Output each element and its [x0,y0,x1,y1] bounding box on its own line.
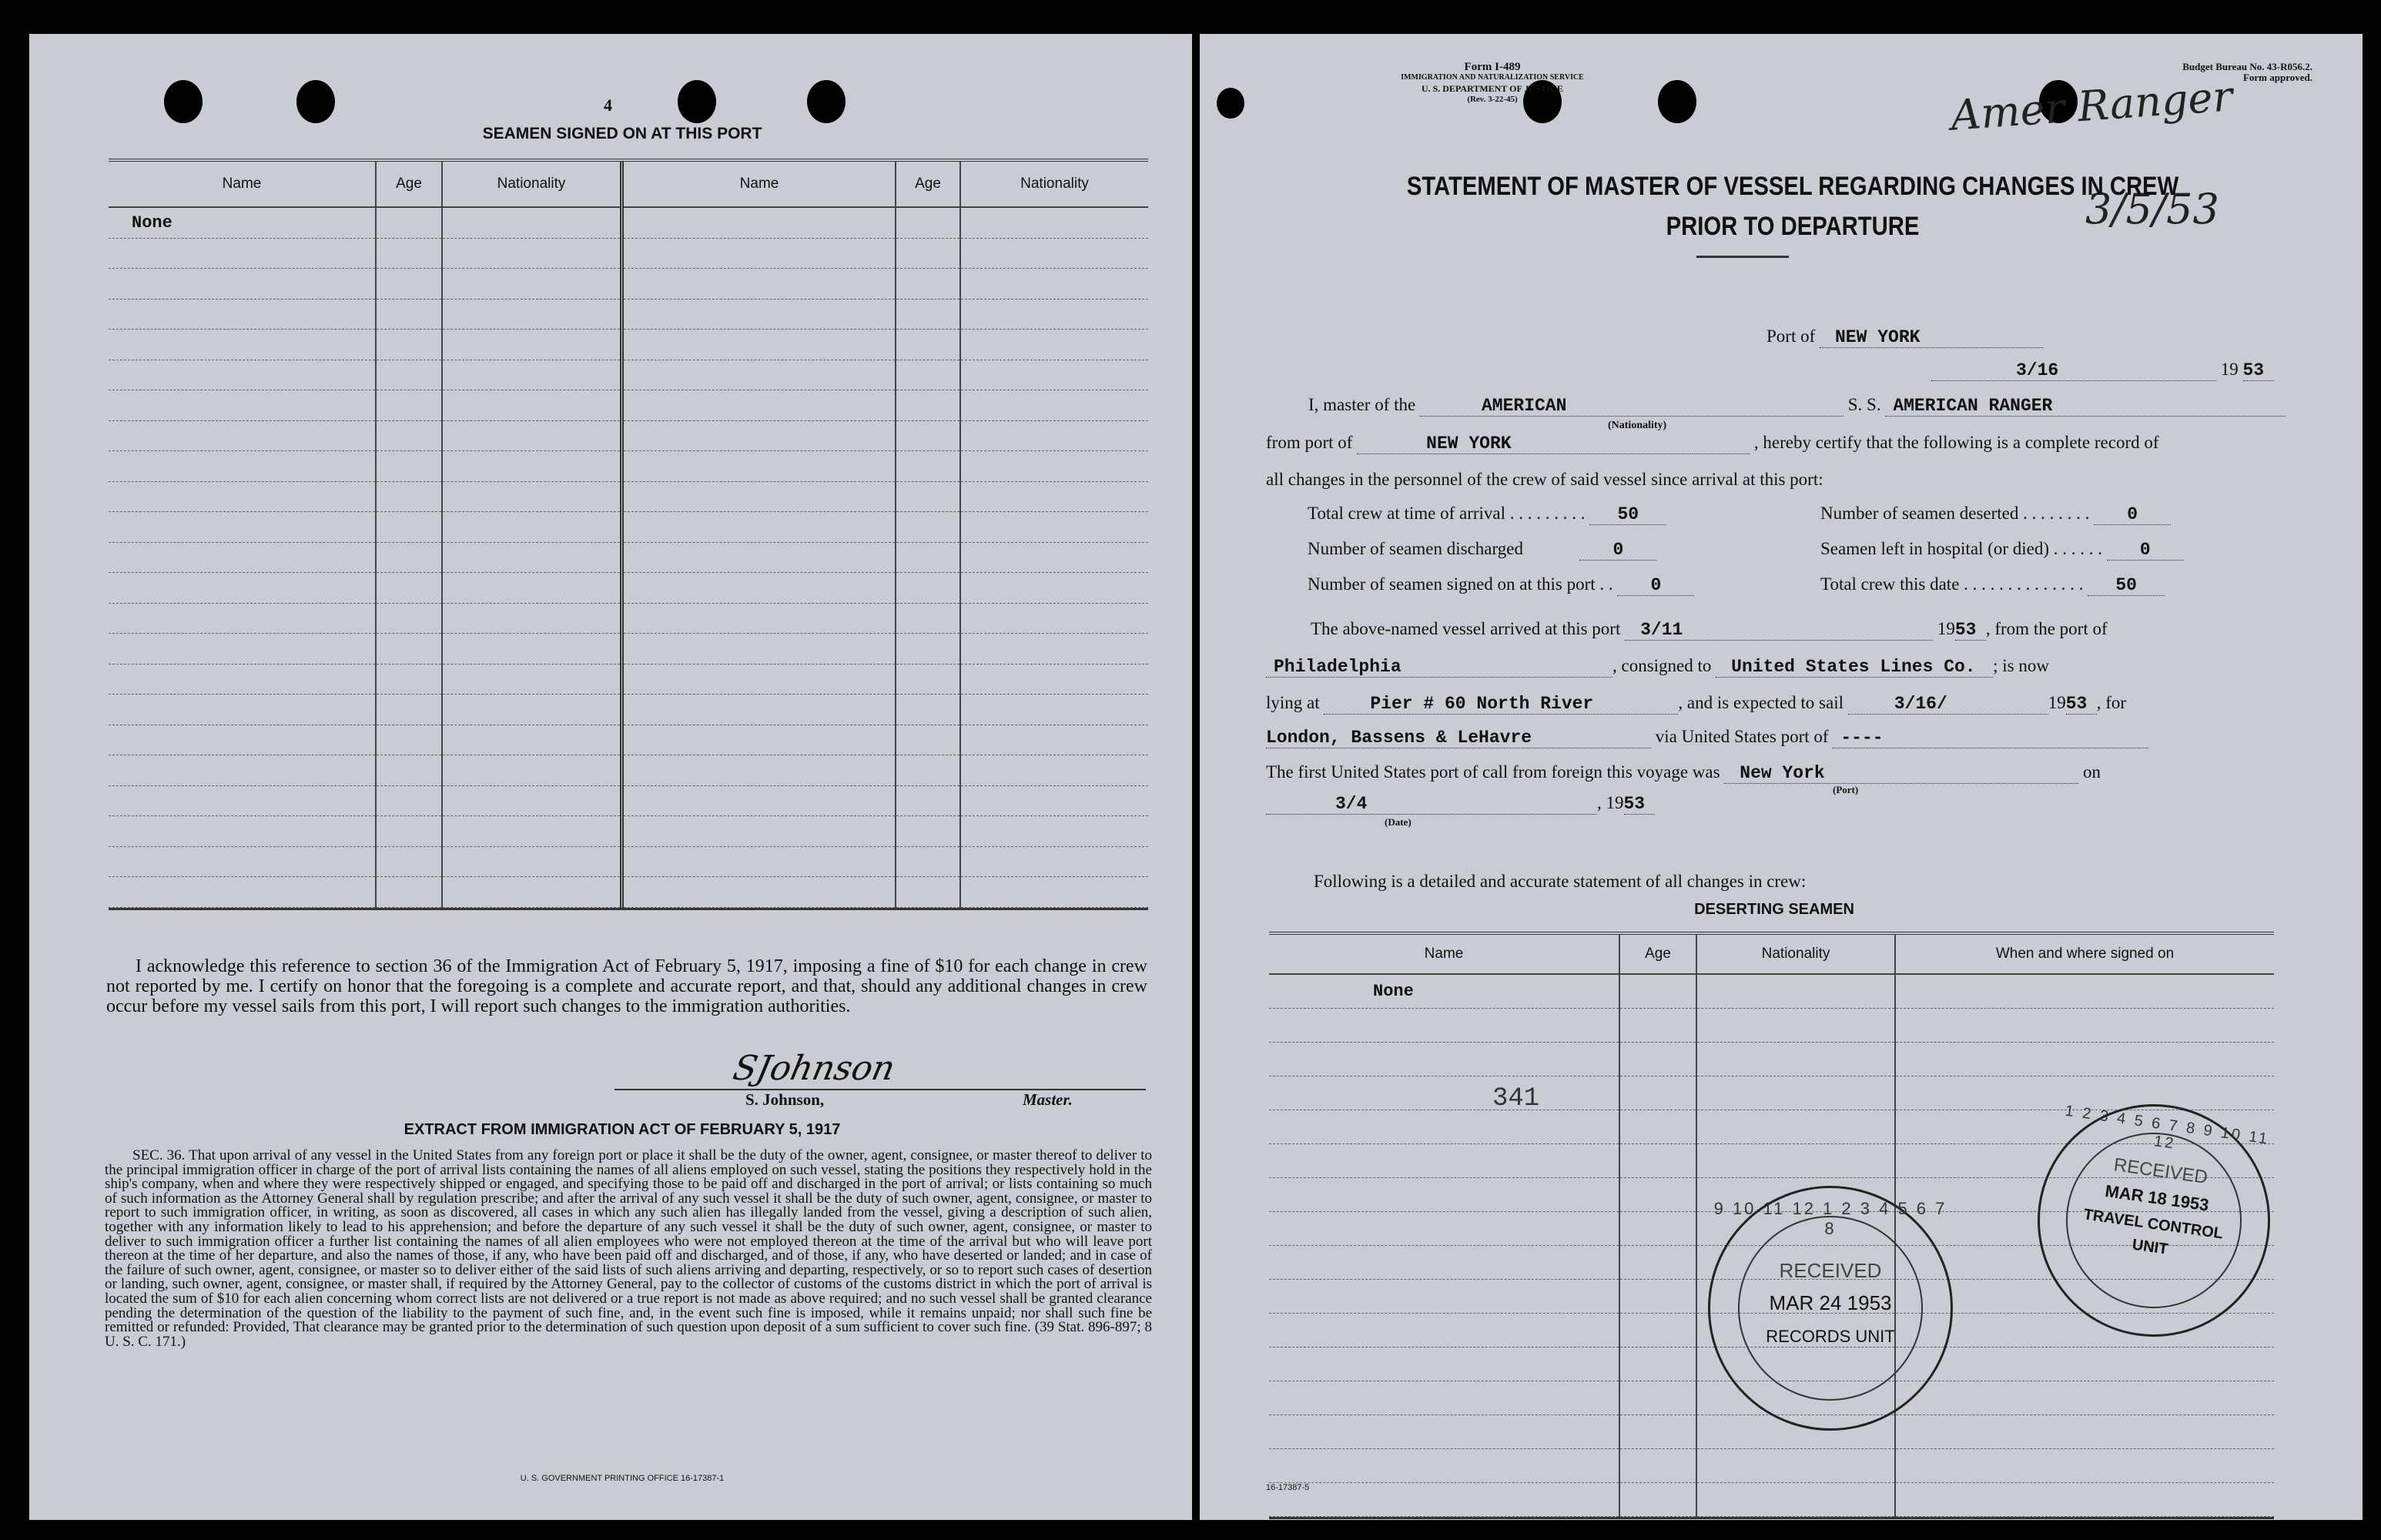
col-header-nationality: Nationality [1696,935,1895,974]
total-arrival-label: Total crew at time of arrival . . . . . . . . . [1308,504,1586,523]
first-year: 53 [1624,794,1655,815]
stat-deserted-row [1820,504,2171,525]
handwritten-vessel-name: Amer Ranger [1949,72,2235,140]
punch-hole [678,80,716,123]
date-row [1931,360,2274,381]
table-row [109,816,1148,847]
table-row [109,238,1148,269]
total-date-value: 50 [2088,575,2165,596]
punch-hole [164,80,203,123]
punch-hole [1658,80,1696,123]
form-title [1283,166,2302,246]
table-row [1269,1076,2274,1110]
table-row [109,785,1148,816]
right-page [1200,34,2363,1520]
stat-total-arrival-row [1308,504,1666,525]
lying-label: lying at [1266,693,1320,712]
revision: (Rev. 3-22-45) [1467,95,1518,104]
discharged-value: 0 [1579,540,1656,561]
col-header-nationality: Nationality [960,162,1148,207]
first-date-row: 3/4 , 1953 [1266,793,1655,815]
table-row [109,695,1148,725]
changes-row: all changes in the personnel of the crew of said vessel since arrival at this port: [1266,470,1823,489]
agency-line-2: U. S. DEPARTMENT OF JUSTICE [1421,83,1564,94]
col-header-age: Age [1619,935,1696,974]
consigned-row [1266,656,2049,678]
from-the-port-label: , from the port of [1985,619,2108,638]
table-row [1269,1483,2274,1517]
port-of-row [1766,326,2043,348]
sail-date-field: 3/16/ [1848,694,2048,715]
signed-label: Number of seamen signed on at this port . . [1308,574,1613,594]
col-header-age: Age [376,162,442,207]
arrived-row: The above-named vessel arrived at this port 3/11 1953 , from the port of [1311,619,2108,640]
consignee-field: United States Lines Co. [1716,657,1993,678]
following-text: Following is a detailed and accurate statement of all changes in crew: [1314,872,1807,891]
acknowledgement-text: I acknowledge this reference to section 36 of the Immigration Act of February 5, 1917, imposing a fine of $10 for each change in crew not reported by me. I certify on honor that the foregoing is a complete and accurate report, and that, should any additional changes in crew occur before my vessel sails from this port, I will report such changes to the immigration authorities. [106,956,1147,1016]
table-row [109,846,1148,877]
expected-label: , and is expected to sail [1678,693,1844,712]
destination-row [1266,727,2148,748]
handwritten-date: 3/5/53 [2085,185,2219,233]
table-row [109,664,1148,695]
table-row [1269,1449,2274,1483]
form-title-line-1: STATEMENT OF MASTER OF VESSEL REGARDING CHANGES IN CREW [1406,172,2179,201]
date-19: 19 [2220,360,2239,379]
form-approved: Form approved. [2242,72,2312,83]
seamen-signed-rows [109,207,1148,907]
on-label: on [2083,762,2101,782]
table-row [109,755,1148,786]
stamp-travel-control: TRAVEL CONTROL [2082,1206,2225,1243]
deserting-seamen-title: DESERTING SEAMEN [1694,901,1854,918]
arrived-from-port: Philadelphia [1266,657,1612,678]
port-of-value: NEW YORK [1820,327,2043,348]
title-rule [1696,256,1789,258]
form-header-block [1385,62,1600,105]
date-caption: (Date) [1385,816,1412,828]
table-row [109,420,1148,451]
stamp-date: MAR 24 1953 [1769,1291,1892,1314]
stamped-number: 341 [1492,1084,1540,1113]
stamp-ring-numbers: 9 10 11 12 1 2 3 4 5 6 7 8 [1713,1199,1947,1238]
seamen-signed-title: SEAMEN SIGNED ON AT THIS PORT [482,125,762,142]
stamp-ring-numbers: 1 2 3 4 5 6 7 8 9 10 11 12 [2064,1102,2271,1153]
stamp-date: MAR 18 1953 [2104,1180,2211,1215]
signed-value: 0 [1617,575,1694,596]
first-port-field: New York [1724,763,2078,784]
ss-label: S. S. [1847,395,1881,414]
table-row [1269,1415,2274,1449]
left-footer: U. S. GOVERNMENT PRINTING OFFICE 16-17387-1 [520,1474,725,1483]
table-row [109,877,1148,908]
extract-title: EXTRACT FROM IMMIGRATION ACT OF FEBRUARY 5, 1917 [404,1121,841,1138]
right-footer: 16-17387-5 [1266,1483,1310,1492]
discharged-label: Number of seamen discharged [1308,539,1523,558]
entry-name: None [109,207,376,238]
first-date-field: 3/4 [1266,794,1597,815]
col-header-nationality: Nationality [442,162,622,207]
sail-year: 53 [2066,694,2097,715]
consigned-label: , consigned to [1612,656,1712,675]
stat-discharged-row [1308,539,1656,561]
via-port-field: ---- [1833,728,2148,748]
table-row [109,299,1148,330]
entry-name: None [1269,974,1619,1009]
seamen-signed-table [109,159,1148,910]
table-row [109,725,1148,755]
deserted-label: Number of seamen deserted . . . . . . . . [1820,504,2090,523]
table-row [1269,1043,2274,1076]
punch-hole [1217,88,1244,119]
first-port-label: The first United States port of call from foreign this voyage was [1266,762,1720,782]
table-row [109,207,1148,238]
col-header-when-where: When and where signed on [1895,935,2274,974]
table-row [109,330,1148,360]
destination-field: London, Bassens & LeHavre [1266,728,1651,748]
total-date-label: Total crew this date . . . . . . . . . . . . . . [1820,574,2084,594]
table-row [109,634,1148,665]
nationality-field: AMERICAN [1420,396,1844,417]
hospital-label: Seamen left in hospital (or died) . . . . . . [1820,539,2103,558]
punch-hole [807,80,846,123]
table-row [109,573,1148,604]
master-row [1308,395,2286,417]
punch-hole [296,80,335,123]
stamp-received: RECEIVED [1779,1259,1882,1282]
port-caption: (Port) [1833,784,1859,795]
date-year: 53 [2243,360,2274,381]
from-port-label: from port of [1266,433,1353,452]
first-port-row [1266,762,2101,784]
vessel-field: AMERICAN RANGER [1885,396,2286,417]
table-row [109,360,1148,390]
via-label: via United States port of [1655,727,1829,746]
form-number: Form I-489 [1464,61,1521,73]
nationality-caption: (Nationality) [1608,420,1667,431]
master-signature: SJohnson [729,1049,899,1088]
signer-name: S. Johnson, [745,1090,825,1109]
stat-total-date-row [1820,574,2165,596]
for-label: , for [2096,693,2127,712]
certify-text: , hereby certify that the following is a complete record of [1753,433,2159,452]
records-unit-stamp [1708,1186,1953,1431]
total-arrival-value: 50 [1589,504,1666,525]
stamp-unit: UNIT [2131,1236,2169,1258]
port-of-label: Port of [1766,326,1816,346]
arrived-year: 53 [1955,620,1986,641]
hospital-value: 0 [2107,540,2184,561]
arrived-label: The above-named vessel arrived at this port [1311,619,1621,638]
master-label: I, master of the [1308,395,1416,414]
table-row [109,542,1148,573]
table-row [109,390,1148,421]
signer-title: Master. [1023,1090,1073,1109]
stat-signed-row [1308,574,1694,596]
left-page [29,34,1192,1520]
table-row [109,451,1148,482]
stat-hospital-row [1820,539,2184,561]
from-port-row [1266,433,2159,454]
date-month-day: 3/16 [1931,360,2216,381]
stamp-records-unit: RECORDS UNIT [1766,1327,1895,1346]
col-header-age: Age [896,162,960,207]
col-header-name: Name [109,162,376,207]
from-port-field: NEW YORK [1357,434,1750,454]
table-row [109,603,1148,634]
extract-body: SEC. 36. That upon arrival of any vessel in the United States from any foreign port or place it shall be the duty of the owner, agent, consignee, or master thereof to deliver to the principal immigration officer in charge of the port of arrival lists containing the names of all aliens employed on such vessel, stating the positions they respectively hold in the ship's company, when and where they were respectively shipped or engaged, and specifying those to be paid off and discharged in the port of arrival; or lists containing so much of such information as the Attorney General shall by regulation prescribe; and after the arrival of any such vessel it shall be the duty of such owner, agent, consignee, or master to report to such immigration officer, in writing, as soon as discovered, all cases in which any such alien has illegally landed from the vessel, giving a description of such alien, together with any information likely to lead to his apprehension; and before the departure of any such vessel it shall be the duty of such owner, agent, consignee, or master to deliver to such immigration officer a further list containing the names of all alien employees who were not employed thereon at the time of the arrival but who will leave port thereon at the time of her departure, and also the names of those, if any, who have been paid off and discharged, and of those, if any, who have deserted or landed; and in case of the failure of such owner, agent, consignee, or master so to deliver either of the said lists of such aliens arriving and departing, respectively, or so to report such cases of desertion or landing, such owner, agent, consignee, or master shall, if required by the Attorney General, pay to the collector of customs of the customs district in which the port of arrival is located the sum of $10 for each alien concerning whom correct lists are not delivered or a true report is not made as above required; and no such vessel shall be granted clearance pending the determination of the question of the liability to the payment of such fine, and, in the event such fine is imposed, while it remains unpaid; nor shall such fine be remitted or refunded: Provided, That clearance may be granted prior to the determination of such question upon deposit of a sum sufficient to cover such fine. (39 Stat. 896-897; 8 U. S. C. 171.) [105,1147,1152,1350]
is-now-label: ; is now [1993,656,2049,675]
col-header-name: Name [1269,935,1619,974]
lying-at-row: lying at Pier # 60 North River , and is expected to sail 3/16/ 1953 , for [1266,693,2127,714]
form-title-line-2: PRIOR TO DEPARTURE [1666,212,1920,241]
deserted-value: 0 [2094,504,2171,525]
lying-at-field: Pier # 60 North River [1324,694,1678,715]
table-row [109,481,1148,512]
table-row [109,269,1148,300]
budget-bureau-number: Budget Bureau No. 43-R056.2. [2182,61,2312,72]
col-header-name: Name [622,162,896,207]
page-number: 4 [604,95,612,115]
table-row [1269,1009,2274,1043]
arrived-date: 3/11 [1625,620,1933,641]
table-row [1269,974,2274,1009]
table-row [109,512,1148,543]
stamp-received: RECEIVED [2112,1154,2209,1189]
agency-line-1: IMMIGRATION AND NATURALIZATION SERVICE [1401,73,1584,82]
